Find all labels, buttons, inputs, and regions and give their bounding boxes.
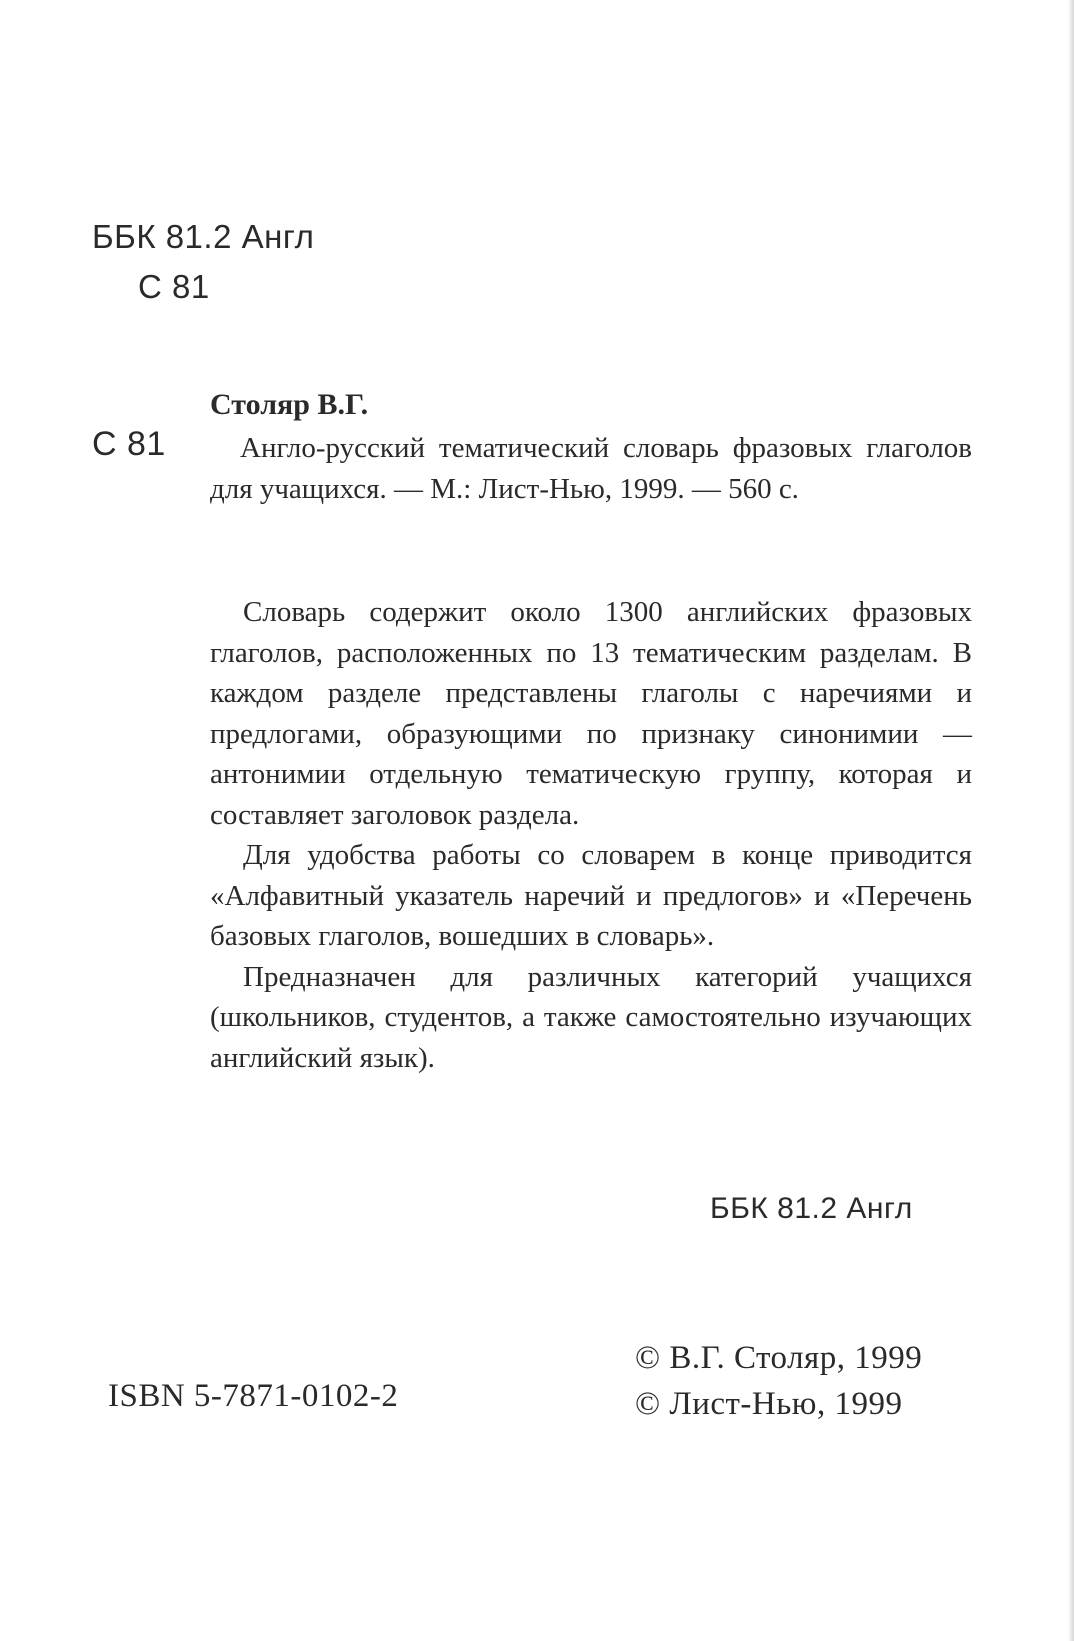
author-name: Столяр В.Г.: [210, 388, 369, 421]
page-edge-shadow: [1068, 0, 1074, 1641]
bbk-classification-bottom: ББК 81.2 Англ: [710, 1192, 913, 1225]
copyright-author: © В.Г. Столяр, 1999: [635, 1340, 923, 1376]
bbk-classification-top: ББК 81.2 Англ: [92, 218, 315, 255]
annotation-paragraph: Для удобства работы со словарем в конце приводится «Алфавитный указатель наречий и предлогов» и «Перечень базовых глаголов, вошедших в словарь».: [210, 839, 972, 952]
annotation-paragraph: Предназначен для различных категорий учащихся (школьников, студентов, а также самостоятельно изучающих английский язык).: [210, 960, 972, 1074]
bibliographic-description: Англо-русский тематический словарь фразовых глаголов для учащихся. — М.: Лист-Нью, 1999. — 560 с.: [210, 432, 972, 505]
annotation-paragraph: Словарь содержит около 1300 английских фразовых глаголов, расположенных по 13 тематическим разделам. В каждом разделе представлены глаголы с наречиями и предлогами, образующими по признаку синонимии — антонимии отдельную тематическую группу, которая и составляет заголовок раздела.: [210, 596, 972, 831]
isbn-number: ISBN 5-7871-0102-2: [108, 1378, 399, 1414]
copyright-publisher: © Лист-Нью, 1999: [635, 1386, 903, 1422]
cutter-number-top: С 81: [138, 268, 210, 305]
cutter-number-entry: С 81: [92, 425, 166, 463]
annotation: [210, 592, 972, 1078]
